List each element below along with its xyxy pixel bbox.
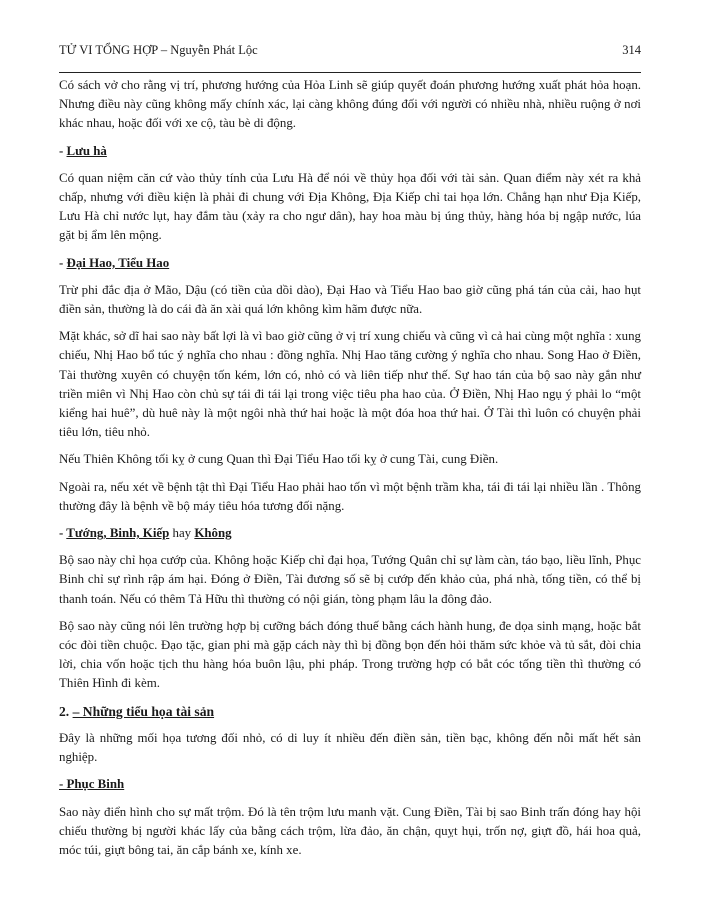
heading-dash: - xyxy=(59,143,67,158)
heading-dash: - xyxy=(59,526,67,541)
paragraph: Có sách vở cho rằng vị trí, phương hướng của Hỏa Linh sẽ giúp quyết đoán phương hướng xuất phát hỏa hoạn. Nhưng điều này cũng không mấy chính xác, lại càng không đúng đối với người có nhiều nhà, nhiều ruộng ở nơi khác nhau, hoặc đối với xe cộ, tàu bè di động. xyxy=(59,78,641,131)
page-number: 314 xyxy=(622,43,641,57)
section-heading-2 xyxy=(59,702,641,721)
paragraph: Trừ phi đắc địa ở Mão, Dậu (có tiền của dồi dào), Đại Hao và Tiểu Hao bao giờ cũng phá tán của cải, hao hụt điền sản, thường là do cái đà ăn xài quá lớn không kìm hãm được nữa. xyxy=(59,282,641,317)
heading-dash: - xyxy=(59,255,67,270)
paragraph: Ngoài ra, nếu xét về bệnh tật thì Đại Tiểu Hao phải hao tốn vì một bệnh trầm kha, tái đi tái lại nhiều lần . Thông thường đây là bệnh về bộ máy tiêu hóa tương đối nặng. xyxy=(59,479,641,513)
section-heading-tuong-binh-kiep xyxy=(59,524,641,543)
paragraph: Có quan niệm căn cứ vào thủy tính của Lưu Hà để nói về thủy họa đối với tài sản. Quan điểm này xét ra khả chấp, nhưng với điều kiện là phải đi chung với Địa Không, Địa Kiếp chỉ tai họa lớn. Chẳng hạn như Địa Kiếp, Lưu Hà chỉ nước lụt, hay đắm tàu (xảy ra cho ngư dân), hay hoa màu bị úng thủy, hàng hóa bị ngập nước, lúa gặt bị ẩm lên mộng. xyxy=(59,170,641,243)
header-divider xyxy=(59,72,641,73)
heading-text-khong: Không xyxy=(194,526,232,541)
paragraph: Sao này điển hình cho sự mất trộm. Đó là tên trộm lưu manh vặt. Cung Điền, Tài bị sao Binh trấn đóng hay hội chiếu thường bị người khác lấy của bằng cách trộm, lừa đảo, ăn chận, quỵt hụi, trốn nợ, giựt đồ, hái hoa quả, móc túi, giựt bông tai, ăn cắp bánh xe, kính xe. xyxy=(59,804,641,857)
paragraph: Bộ sao này chỉ họa cướp của. Không hoặc Kiếp chỉ đại họa, Tướng Quân chỉ sự làm càn, táo bạo, liều lĩnh, Phục Binh chỉ sự rình rập ám hại. Đóng ở Điền, Tài đương số sẽ bị cướp đến khảo của, phá nhà, tống tiền, có thể bị thanh toán. Nếu có thêm Tả Hữu thì thường có nội gián, tòng phạm lâu la đông đảo. xyxy=(59,553,641,606)
section-heading-dai-hao xyxy=(59,254,641,273)
heading-text: Lưu hà xyxy=(66,143,107,158)
section-heading-phuc-binh xyxy=(59,775,641,794)
heading-number: 2. xyxy=(59,703,73,719)
page-body xyxy=(59,76,641,868)
paragraph: Mặt khác, sở dĩ hai sao này bất lợi là vì bao giờ cũng ở vị trí xung chiếu và cũng vì cả hai cùng một nghĩa : xung chiếu, Nhị Hao bổ túc ý nghĩa cho nhau : đồng nghĩa. Nhị Hao tăng cường ý nghĩa cho nhau. Song Hao ở Điền, Tài thường xuyên có chuyện tốn kém, lớn có, nhỏ có và liên tiếp như thế. Sự hao tán của bộ sao này gắn như triền miên vì Nhị Hao còn chủ sự tái đi tái lại trong việc tiêu pha hao của. Ở Điền, Nhị Hao ngụ ý phải lo “một kiểng hai huê”, dù huê này là một ngôi nhà thứ hai hoặc là một đóa hoa thứ hai. Ở Tài thì luôn có chuyện phải tiêu lớn, tiêu nhỏ. xyxy=(59,329,641,440)
section-heading-luu-ha xyxy=(59,142,641,161)
paragraph: Bộ sao này cũng nói lên trường hợp bị cưỡng bách đóng thuế bằng cách hành hung, đe dọa sinh mạng, hoặc bắt cóc đòi tiền chuộc. Đạo tặc, gian phi mà gặp cách này thì bị đồng bọn đến hỏi thăm sức khỏe và tủ sắt, đòi chia lời, chia vốn hoặc tịch thu hàng hóa buôn lậu, phi pháp. Trong trường hợp có bắt cóc tống tiền thì thường có Thiên Hình đi kèm. xyxy=(59,618,641,691)
heading-text: Tướng, Binh, Kiếp xyxy=(66,526,170,541)
book-title: TỬ VI TỔNG HỢP – Nguyễn Phát Lộc xyxy=(59,43,258,57)
heading-connector: hay xyxy=(169,526,195,541)
paragraph: Nếu Thiên Không tối kỵ ở cung Quan thì Đại Tiểu Hao tối kỵ ở cung Tài, cung Điền. xyxy=(59,452,499,467)
heading-text: – Những tiểu họa tài sản xyxy=(72,703,215,719)
heading-text: - Phục Binh xyxy=(59,777,125,792)
heading-text: Đại Hao, Tiểu Hao xyxy=(66,255,170,270)
paragraph: Đây là những mối họa tương đối nhỏ, có di luy ít nhiều đến điền sản, tiền bạc, không đến nỗi mất hết sản nghiệp. xyxy=(59,730,641,765)
page-header xyxy=(59,40,641,60)
